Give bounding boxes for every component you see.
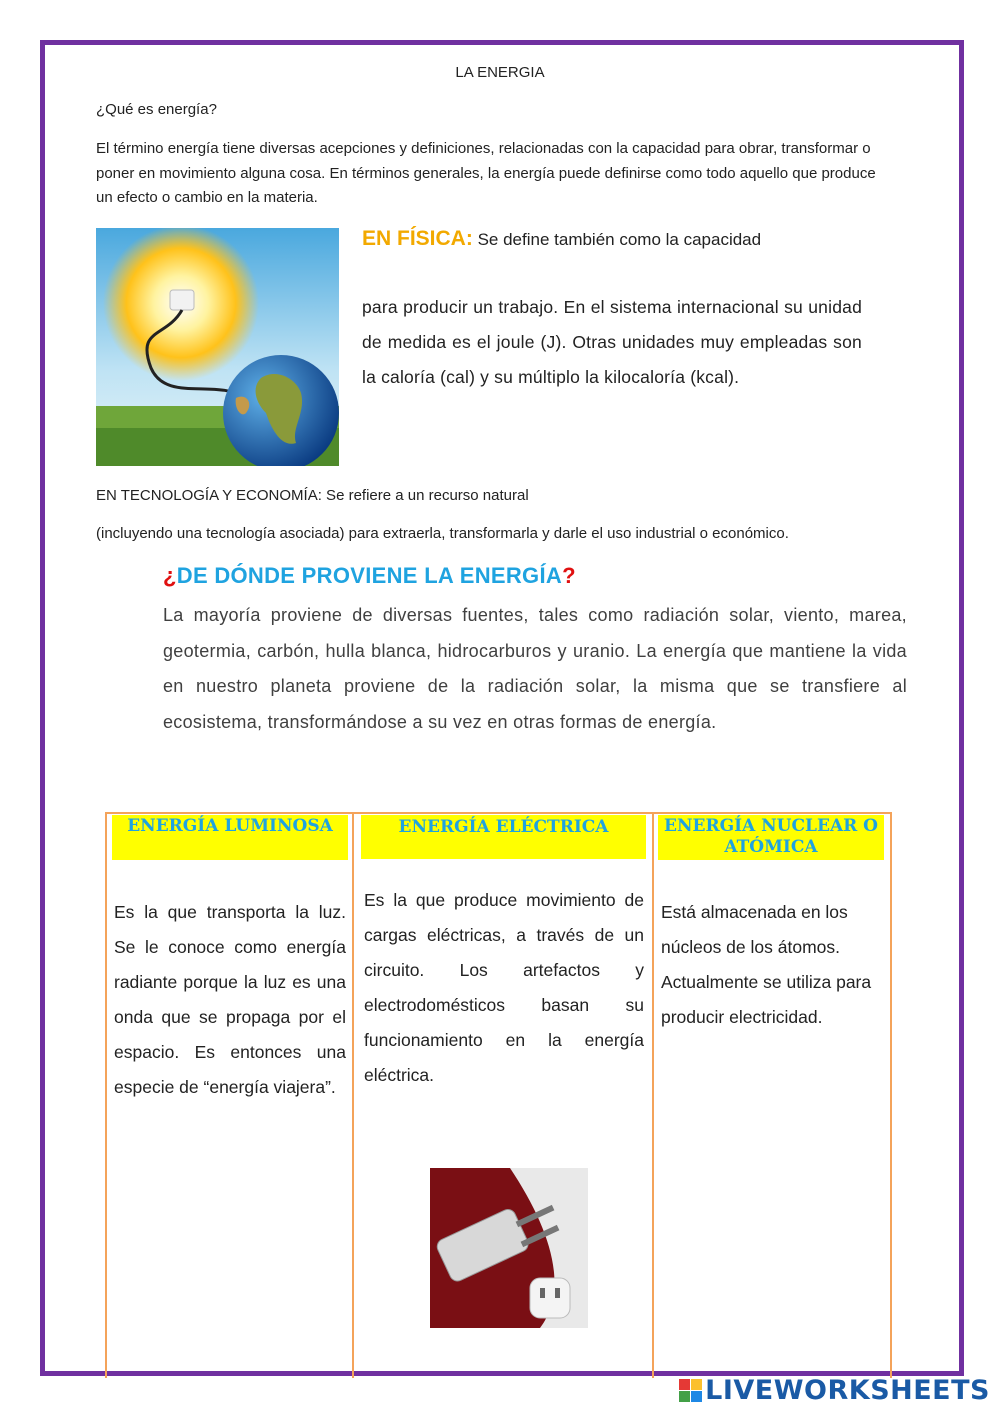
intro-paragraph: El término energía tiene diversas acepciones y definiciones, relacionadas con la capacidad para obrar, transformar o poner en movimiento alguna cosa. En términos generales, la energía puede definirse como todo aquello que produce un efecto o cambio en la materia.	[96, 140, 876, 206]
donde-title-text: DE DÓNDE PROVIENE LA ENERGÍA	[176, 563, 563, 588]
text-nuclear: Está almacenada en los núcleos de los átomos. Actualmente se utiliza para producir electricidad.	[661, 902, 872, 1027]
fisica-heading	[362, 227, 761, 251]
electric-plug-illustration	[430, 1168, 588, 1328]
donde-heading	[163, 563, 576, 589]
donde-question-close: ?	[562, 563, 576, 588]
header-luminosa: ENERGÍA LUMINOSA	[112, 815, 348, 860]
text-luminosa: Es la que transporta la luz. Se le conoce como energía radiante porque la luz es una onda que se propaga por el espacio. Es entonces una especie de “energía viajera”.	[114, 902, 346, 1097]
text-electrica: Es la que produce movimiento de cargas eléctricas, a través de un circuito. Los artefactos y electrodomésticos basan su funcionamiento en la energía eléctrica.	[364, 890, 644, 1085]
fisica-paragraph: para producir un trabajo. En el sistema internacional su unidad de medida es el joule (J). Otras unidades muy empleadas son la caloría (cal) y su múltiplo la kilocaloría (kcal).	[362, 297, 862, 387]
table-divider-1	[352, 812, 354, 1378]
brand-icon	[679, 1379, 702, 1402]
brand-text: LIVEWORKSHEETS	[705, 1375, 990, 1406]
header-electrica: ENERGÍA ELÉCTRICA	[361, 815, 646, 859]
header-nuclear: ENERGÍA NUCLEAR O ATÓMICA	[658, 815, 884, 860]
fisica-label: EN FÍSICA:	[362, 227, 473, 250]
table-top-border	[105, 812, 892, 814]
liveworksheets-logo	[679, 1375, 990, 1406]
table-left-border	[105, 812, 107, 1378]
question-heading: ¿Qué es energía?	[96, 101, 217, 118]
donde-paragraph: La mayoría proviene de diversas fuentes, tales como radiación solar, viento, marea, geotermia, carbón, hulla blanca, hidrocarburos y uranio. La energía que mantiene la vida en nuestro planeta proviene de la radiación solar, la misma que se transfiere al ecosistema, transformándose a su vez en otras formas de energía.	[163, 605, 907, 732]
tecnologia-line-2: (incluyendo una tecnología asociada) para extraerla, transformarla y darle el uso industrial o económico.	[96, 525, 789, 542]
table-divider-2	[652, 812, 654, 1378]
energy-earth-illustration	[96, 228, 339, 466]
page-title: LA ENERGIA	[455, 64, 545, 81]
fisica-lead: Se define también como la capacidad	[477, 230, 762, 249]
table-right-border	[890, 812, 892, 1378]
tecnologia-line-1: EN TECNOLOGÍA Y ECONOMÍA: Se refiere a un recurso natural	[96, 487, 529, 504]
donde-question-open: ¿	[163, 563, 177, 588]
